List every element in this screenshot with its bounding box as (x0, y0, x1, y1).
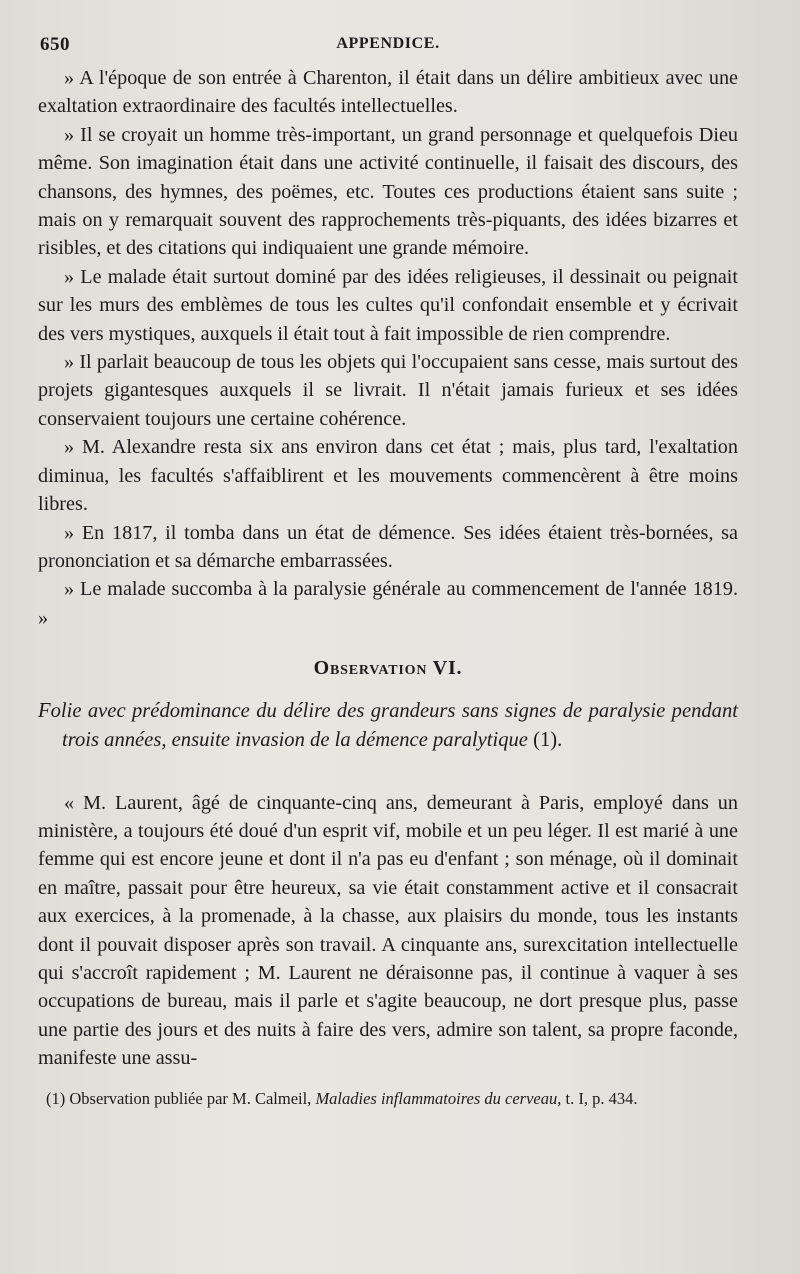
page-number: 650 (40, 34, 70, 55)
observation-title-text: Folie avec prédominance du délire des grandeurs sans signes de paralysie pendant trois années, ensuite invasion de la démence paralytique (38, 699, 738, 751)
observation-title (38, 697, 738, 755)
running-title: APPENDICE. (336, 35, 440, 52)
paragraph: » A l'époque de son entrée à Charenton, il était dans un délire ambitieux avec une exaltation extraordinaire des facultés intellectuelles. (38, 67, 738, 118)
paragraph: » Le malade était surtout dominé par des idées religieuses, il dessinait ou peignait sur les murs des emblèmes de tous les cultes qu'il confondait ensemble et y écrivait des vers mystiques, auxquels il était tout à fait impossible de rien comprendre. (38, 265, 738, 345)
paragraph: » En 1817, il tomba dans un état de démence. Ses idées étaient très-bornées, sa prononciation et sa démarche embarrassées. (38, 521, 738, 572)
paragraph: » M. Alexandre resta six ans environ dans cet état ; mais, plus tard, l'exaltation diminua, les facultés s'affaiblirent et les mouvements commencèrent à être moins libres. (38, 436, 738, 516)
observation-heading: Observation VI. (313, 657, 463, 680)
case-paragraph: « M. Laurent, âgé de cinquante-cinq ans, demeurant à Paris, employé dans un ministère, a toujours été doué d'un esprit vif, mobile et un peu léger. Il est marié à une femme qui est encore jeune et dont il n'a pas eu d'enfant ; son ménage, où il dominait en maître, passait pour être heureux, sa vie était constamment active et il consacrait aux exercices, à la promenade, à la chasse, aux plaisirs du monde, tous les instants dont il pouvait disposer après son travail. A cinquante ans, surexcitation intellectuelle qui s'accroît rapidement ; M. Laurent ne déraisonne pas, il continue à vaquer à ses occupations de bureau, mais il parle et s'agite beaucoup, ne dort presque plus, passe une partie des jours et des nuits à faire des vers, admire son talent, sa propre faconde, manifeste une assu- (38, 791, 738, 1070)
footnote (38, 1087, 738, 1110)
footnote-suffix: t. I, p. 434. (565, 1088, 638, 1108)
footnote-prefix: (1) Observation publiée par M. Calmeil, (46, 1088, 312, 1108)
page-header (38, 30, 738, 64)
footnote-journal: Maladies inflammatoires du cerveau, (315, 1088, 562, 1108)
paragraph: » Il parlait beaucoup de tous les objets qui l'occupaient sans cesse, mais surtout des projets gigantesques auxquels il se livrait. Il n'était jamais furieux et ses idées conservaient toujours une certaine cohérence. (38, 351, 738, 430)
main-text (38, 64, 738, 1073)
paragraph: » Il se croyait un homme très-important, un grand personnage et quelquefois Dieu même. Son imagination était dans une activité continuelle, il faisait des discours, des chansons, des hymnes, des poëmes, etc. Toutes ces productions étaient sans suite ; mais on y remarquait souvent des rapprochements très-piquants, des idées bizarres et risibles, et des citations qui indiquaient une grande mémoire. (38, 123, 738, 260)
paragraph: » Le malade succomba à la paralysie générale au commencement de l'année 1819. » (38, 578, 738, 629)
footnote-reference: (1). (533, 728, 563, 751)
